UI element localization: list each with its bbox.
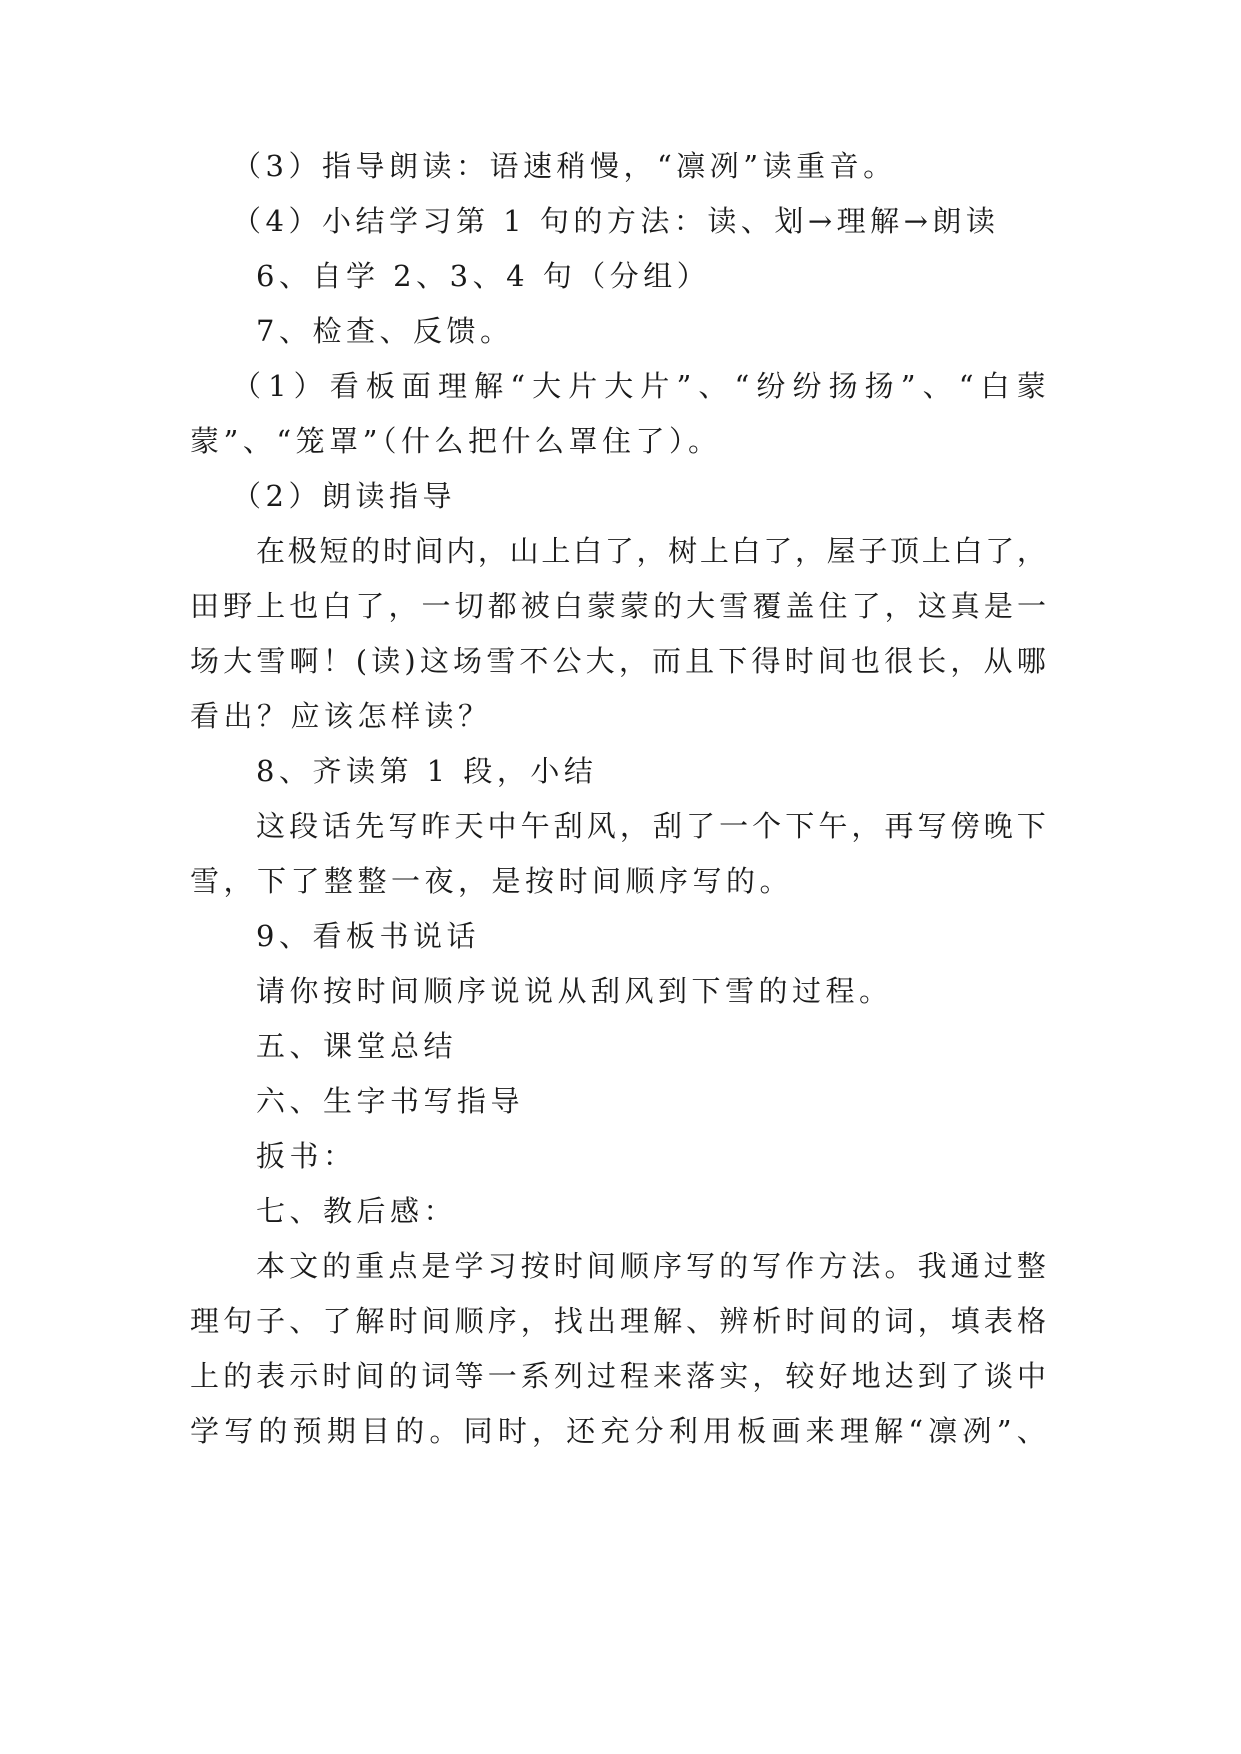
text-line: 五、课堂总结 [256,1029,458,1063]
text-glyph: 长 [917,644,947,678]
text-glyph: ， [794,534,824,568]
text-glyph: 过 [983,1249,1013,1283]
text-glyph: 傍 [950,809,980,843]
text-glyph: 谈 [983,1359,1013,1393]
text-glyph: 学 [190,1414,220,1448]
text-glyph: 下 [785,809,815,843]
text-glyph: 一 [487,1359,517,1393]
text-glyph: 上 [256,589,286,623]
text-glyph: 纷 [756,369,786,403]
text-glyph: 间 [586,1249,616,1283]
text-glyph: 序 [487,1304,517,1338]
text-glyph: 系 [520,1359,550,1393]
text-glyph: 的 [851,1304,881,1338]
text-glyph: 理 [839,1414,869,1448]
text-glyph: 冽 [962,1414,992,1448]
text-glyph: 解 [874,1414,904,1448]
text-glyph: 雪 [256,644,286,678]
text-glyph: 、 [686,1304,716,1338]
text-glyph: ， [520,1304,550,1338]
text-glyph: 的 [322,1249,352,1283]
text-line [190,586,1046,626]
text-glyph: 刮 [553,809,583,843]
text-glyph: ” [996,1414,1012,1448]
text-glyph: 再 [884,809,914,843]
text-glyph: 整 [1016,1249,1046,1283]
text-glyph: 写 [686,1249,716,1283]
text-glyph: 的 [223,1359,253,1393]
text-glyph: 上 [699,534,729,568]
text-glyph: 法 [851,1249,881,1283]
text-glyph: 达 [884,1359,914,1393]
text-glyph: ， [618,644,648,678]
text-line [190,641,1046,681]
text-glyph: 写 [388,809,418,843]
text-glyph: 天 [454,809,484,843]
text-glyph: 公 [552,644,582,678]
text-glyph: 理 [620,1304,650,1338]
text-glyph: 大 [223,644,253,678]
text-glyph: 表 [983,1304,1013,1338]
text-glyph: ， [917,1304,947,1338]
text-glyph: 白 [731,534,761,568]
text-glyph: 下 [718,644,748,678]
text-glyph: ” [900,369,916,403]
text-glyph: 是 [421,1249,451,1283]
text-glyph: 。 [884,1249,914,1283]
text-glyph: 一 [719,809,749,843]
text-glyph: 的 [351,534,381,568]
text-glyph: 大 [686,589,716,623]
text-glyph: 找 [553,1304,583,1338]
text-line: 6、自学 2、3、4 句（分组） [256,259,711,293]
text-line: （2）朗读指导 [232,479,456,513]
text-glyph: 屋 [826,534,856,568]
text-glyph: 而 [651,644,681,678]
text-glyph: 白 [322,589,352,623]
text-glyph: 这 [419,644,449,678]
text-glyph: ， [884,589,914,623]
text-glyph: 上 [541,534,571,568]
text-glyph: 预 [292,1414,322,1448]
text-glyph: 间 [421,1304,451,1338]
text-glyph: 得 [751,644,781,678]
text-line: 看出？应该怎样读？ [190,699,492,733]
text-glyph: 白 [953,534,983,568]
text-glyph: （ [232,369,262,403]
text-glyph: 落 [686,1359,716,1393]
text-glyph: 写 [752,1249,782,1283]
text-glyph: 也 [850,644,880,678]
text-glyph: 这 [917,589,947,623]
text-glyph: 覆 [752,589,782,623]
text-glyph: 看 [329,369,359,403]
text-glyph: 蒙 [1016,369,1046,403]
text-glyph: “ [958,369,974,403]
text-line: 8、齐读第 1 段，小结 [256,754,598,788]
text-line: 7、检查、反馈。 [256,314,514,348]
text-glyph: 。 [429,1414,459,1448]
text-glyph: 解 [474,369,504,403]
text-glyph: ， [752,1359,782,1393]
text-glyph: 很 [884,644,914,678]
text-glyph: 的 [395,1414,425,1448]
text-glyph: 时 [388,1304,418,1338]
text-glyph: 的 [388,1359,418,1393]
text-line: 六、生字书写指导 [256,1084,525,1118]
text-glyph: 凛 [928,1414,958,1448]
text-line [232,366,1046,406]
text-glyph: ) [404,644,416,678]
text-glyph: 充 [600,1414,630,1448]
text-glyph: 来 [805,1414,835,1448]
text-glyph: ， [1016,534,1046,568]
text-glyph: ， [532,1414,562,1448]
text-glyph: 住 [818,589,848,623]
text-glyph: 午 [818,809,848,843]
text-glyph: 切 [454,589,484,623]
text-glyph: 下 [1016,809,1046,843]
text-glyph: 表 [256,1359,286,1393]
text-glyph: 重 [355,1249,385,1283]
text-glyph: 的 [719,1249,749,1283]
text-glyph: 蒙 [586,589,616,623]
text-glyph: 且 [685,644,715,678]
text-glyph: 通 [950,1249,980,1283]
text-glyph: 面 [401,369,431,403]
text-line: （4）小结学习第 1 句的方法：读、划→理解→朗读 [232,204,1000,238]
text-glyph: 、 [289,1304,319,1338]
text-glyph: 了 [763,534,793,568]
text-glyph: 上 [190,1359,220,1393]
text-glyph: 间 [355,1359,385,1393]
text-glyph: 一 [421,589,451,623]
text-glyph: ( [355,644,368,678]
text-glyph: 地 [851,1359,881,1393]
text-glyph: 内 [446,534,476,568]
text-line: 蒙”、“笼罩”（什么把什么罩住了）。 [190,424,722,458]
text-glyph: 大 [585,644,615,678]
text-glyph: 从 [983,644,1013,678]
text-glyph: ， [636,534,666,568]
text-glyph: 、 [698,369,728,403]
text-glyph: 子 [256,1304,286,1338]
text-line: 扳书： [256,1139,357,1173]
text-glyph: 时 [784,644,814,678]
text-glyph: 目 [361,1414,391,1448]
text-glyph: ” [676,369,692,403]
text-glyph: 雪 [719,589,749,623]
text-glyph: ， [950,644,980,678]
text-glyph: 画 [771,1414,801,1448]
text-glyph: 白 [553,589,583,623]
text-glyph: 来 [653,1359,683,1393]
text-glyph: 段 [289,809,319,843]
text-glyph: 午 [520,809,550,843]
text-glyph: 大 [532,369,562,403]
text-glyph: 到 [917,1359,947,1393]
text-glyph: 文 [289,1249,319,1283]
text-glyph: 词 [884,1304,914,1338]
text-glyph: 盖 [785,589,815,623]
text-glyph: 解 [653,1304,683,1338]
text-glyph: 期 [326,1414,356,1448]
text-glyph: 分 [634,1414,664,1448]
text-glyph: 实 [719,1359,749,1393]
text-line [190,1411,1046,1451]
text-glyph: 不 [519,644,549,678]
text-glyph: 也 [289,589,319,623]
text-glyph: ！ [322,644,352,678]
text-glyph: 了 [950,1359,980,1393]
text-glyph: 个 [752,809,782,843]
text-glyph: 读 [371,644,401,678]
text-glyph: 子 [858,534,888,568]
text-glyph: 利 [668,1414,698,1448]
text-glyph: “ [908,1414,924,1448]
text-glyph: 写 [224,1414,254,1448]
text-glyph: 了 [604,534,634,568]
text-glyph: 顺 [619,1249,649,1283]
text-glyph: 时 [382,534,412,568]
text-glyph: 理 [438,369,468,403]
text-glyph: 真 [950,589,980,623]
text-line [256,806,1046,846]
text-glyph: 风 [586,809,616,843]
text-glyph: 、 [922,369,952,403]
text-line: 9、看板书说话 [256,919,480,953]
text-glyph: 了 [686,809,716,843]
text-glyph: 的 [653,589,683,623]
text-glyph: 树 [668,534,698,568]
text-glyph: 还 [566,1414,596,1448]
text-line: 雪，下了整整一夜，是按时间顺序写的。 [190,864,794,898]
text-line [256,1246,1046,1286]
text-glyph: 短 [319,534,349,568]
text-glyph: 扬 [828,369,858,403]
text-glyph: 片 [568,369,598,403]
text-glyph: 都 [487,589,517,623]
text-glyph: 白 [573,534,603,568]
text-glyph: 纷 [792,369,822,403]
text-glyph: 析 [752,1304,782,1338]
text-glyph: 啊 [289,644,319,678]
text-glyph: 片 [640,369,670,403]
text-glyph: 间 [414,534,444,568]
text-glyph: 写 [917,809,947,843]
text-glyph: 用 [703,1414,733,1448]
text-line [256,531,1046,571]
text-glyph: 一 [1016,589,1046,623]
text-glyph: 、 [1016,1414,1046,1448]
text-glyph: 昨 [421,809,451,843]
text-glyph: 本 [256,1249,286,1283]
text-line: 请你按时间顺序说说从刮风到下雪的过程。 [256,974,893,1008]
text-glyph: ） [293,369,323,403]
text-glyph: 话 [322,809,352,843]
text-glyph: 方 [818,1249,848,1283]
text-glyph: 哪 [1016,644,1046,678]
text-glyph: 场 [190,644,220,678]
text-glyph: 时 [553,1249,583,1283]
text-glyph: 刮 [652,809,682,843]
text-glyph: 解 [355,1304,385,1338]
text-glyph: 在 [256,534,286,568]
text-glyph: 野 [223,589,253,623]
text-glyph: 白 [980,369,1010,403]
text-glyph: 点 [388,1249,418,1283]
text-glyph: ， [388,589,418,623]
text-glyph: 间 [818,1304,848,1338]
text-glyph: 蒙 [620,589,650,623]
text-glyph: 中 [487,809,517,843]
text-glyph: 词 [421,1359,451,1393]
text-glyph: 习 [487,1249,517,1283]
text-glyph: 填 [950,1304,980,1338]
text-glyph: “ [510,369,526,403]
text-glyph: 中 [1016,1359,1046,1393]
text-glyph: 示 [289,1359,319,1393]
text-glyph: 时 [785,1304,815,1338]
text-glyph: 的 [258,1414,288,1448]
text-glyph: 句 [223,1304,253,1338]
text-glyph: 同 [463,1414,493,1448]
text-glyph: 出 [586,1304,616,1338]
text-glyph: 上 [921,534,951,568]
text-glyph: 了 [851,589,881,623]
text-glyph: 按 [520,1249,550,1283]
text-glyph: 大 [604,369,634,403]
text-line [190,1301,1046,1341]
text-glyph: 我 [917,1249,947,1283]
text-glyph: 1 [268,369,287,403]
text-glyph: 晚 [983,809,1013,843]
text-glyph: 田 [190,589,220,623]
text-glyph: 格 [1016,1304,1046,1338]
text-line: （3）指导朗读：语速稍慢，“凛冽”读重音。 [232,149,897,183]
text-glyph: 辨 [719,1304,749,1338]
text-glyph: 了 [985,534,1015,568]
text-glyph: 被 [520,589,550,623]
text-glyph: 过 [586,1359,616,1393]
text-glyph: 了 [355,589,385,623]
text-glyph: 作 [785,1249,815,1283]
text-glyph: 时 [322,1359,352,1393]
text-glyph: 等 [454,1359,484,1393]
text-glyph: ， [851,809,881,843]
text-line [190,1356,1046,1396]
text-glyph: 顶 [890,534,920,568]
text-glyph: 雪 [486,644,516,678]
text-glyph: 较 [785,1359,815,1393]
text-glyph: 时 [497,1414,527,1448]
text-glyph: 扬 [864,369,894,403]
text-glyph: 好 [818,1359,848,1393]
text-glyph: 是 [983,589,1013,623]
text-glyph: 列 [553,1359,583,1393]
text-glyph: 间 [817,644,847,678]
text-glyph: 山 [509,534,539,568]
text-line: 七、教后感： [256,1194,458,1228]
text-glyph: 顺 [454,1304,484,1338]
text-glyph: 极 [287,534,317,568]
text-glyph: 先 [355,809,385,843]
text-glyph: 这 [256,809,286,843]
text-glyph: ， [477,534,507,568]
text-glyph: 序 [652,1249,682,1283]
text-glyph: 学 [454,1249,484,1283]
text-glyph: 场 [453,644,483,678]
text-glyph: 理 [190,1304,220,1338]
text-glyph: “ [734,369,750,403]
text-glyph: ， [619,809,649,843]
text-glyph: 了 [322,1304,352,1338]
text-glyph: 板 [737,1414,767,1448]
text-glyph: 板 [365,369,395,403]
text-glyph: 程 [620,1359,650,1393]
